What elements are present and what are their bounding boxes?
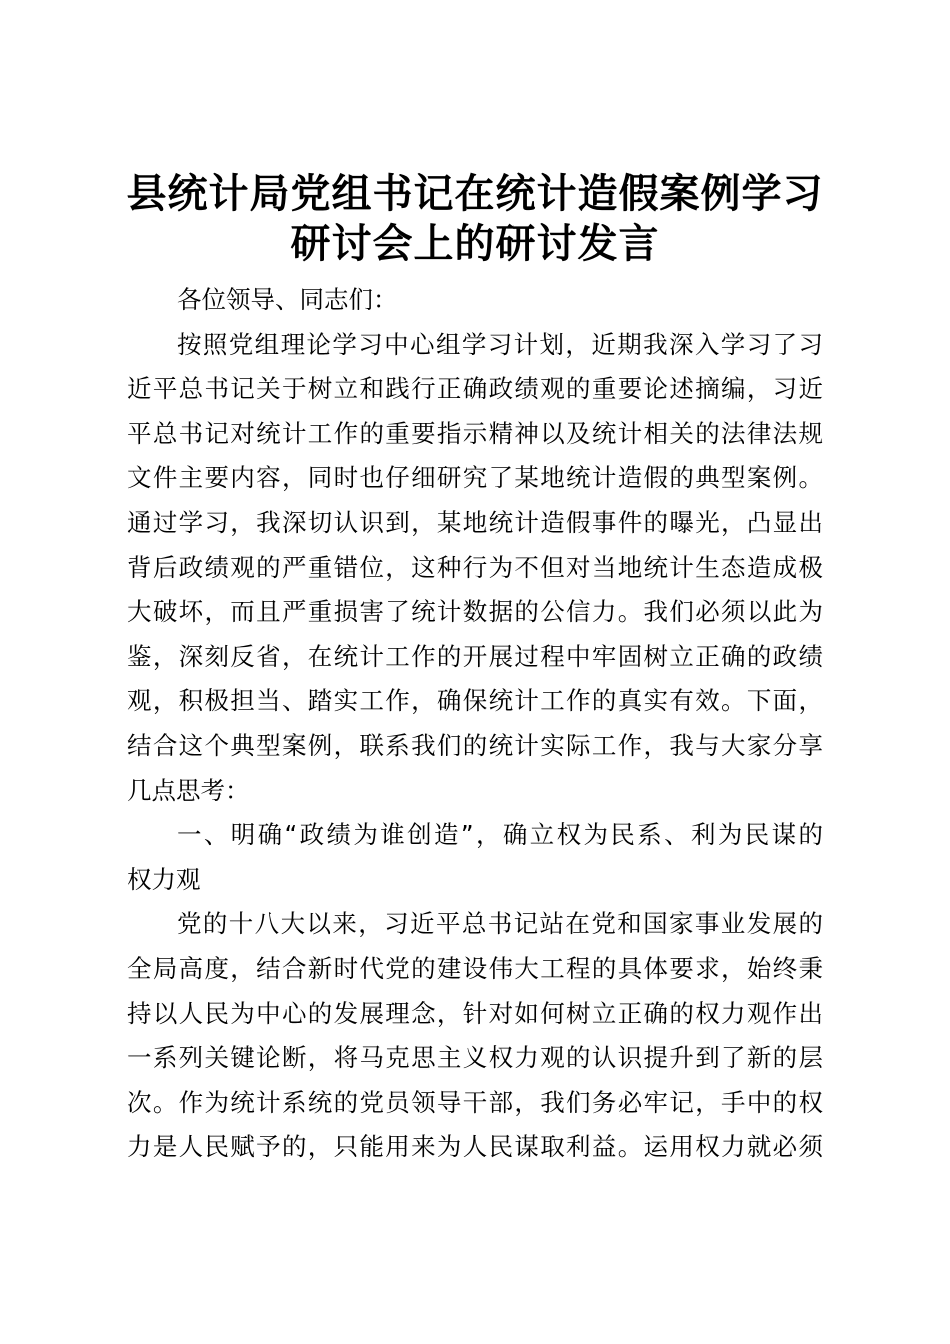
body-line: 一、明确“政绩为谁创造”，确立权为民系、利为民谋的 [177, 820, 823, 850]
body-line: 党的十八大以来，习近平总书记站在党和国家事业发展的 [177, 909, 823, 939]
body-line: 次。作为统计系统的党员领导干部，我们务必牢记，手中的权 [127, 1087, 823, 1117]
body-line: 通过学习，我深切认识到，某地统计造假事件的曝光，凸显出 [127, 507, 823, 537]
body-line: 按照党组理论学习中心组学习计划，近期我深入学习了习 [177, 329, 823, 359]
body-line: 背后政绩观的严重错位，这种行为不但对当地统计生态造成极 [127, 552, 823, 582]
body-line: 持以人民为中心的发展理念，针对如何树立正确的权力观作出 [127, 998, 823, 1028]
body-line: 权力观 [127, 864, 201, 894]
body-line: 几点思考： [127, 775, 250, 805]
body-line: 各位领导、同志们： [177, 285, 398, 314]
body-line: 结合这个典型案例，联系我们的统计实际工作，我与大家分享 [127, 730, 823, 760]
document-body [127, 278, 823, 1170]
body-line: 文件主要内容，同时也仔细研究了某地统计造假的典型案例。 [127, 463, 823, 493]
body-line: 近平总书记关于树立和践行正确政绩观的重要论述摘编，习近 [127, 374, 823, 404]
body-line: 观，积极担当、踏实工作，确保统计工作的真实有效。下面， [127, 686, 823, 716]
body-line: 鉴，深刻反省，在统计工作的开展过程中牢固树立正确的政绩 [127, 641, 823, 671]
body-line: 平总书记对统计工作的重要指示精神以及统计相关的法律法规 [127, 418, 823, 448]
body-line: 力是人民赋予的，只能用来为人民谋取利益。运用权力就必须 [127, 1132, 823, 1162]
body-line: 大破坏，而且严重损害了统计数据的公信力。我们必须以此为 [127, 597, 823, 627]
body-line: 一系列关键论断，将马克思主义权力观的认识提升到了新的层 [127, 1043, 823, 1073]
body-line: 全局高度，结合新时代党的建设伟大工程的具体要求，始终秉 [127, 953, 823, 983]
document-title-line-1: 县统计局党组书记在统计造假案例学习 [126, 170, 824, 217]
document-title-line-2: 研讨会上的研讨发言 [290, 220, 660, 267]
